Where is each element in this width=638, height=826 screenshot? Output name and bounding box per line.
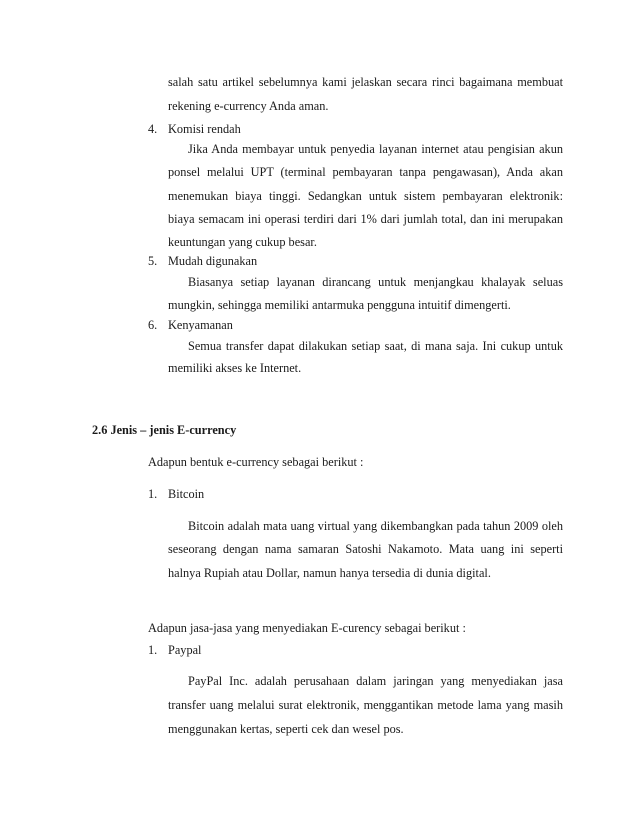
list-item-title: Mudah digunakan <box>168 254 258 268</box>
list-number: 5. <box>148 254 158 268</box>
list-item-title: Paypal <box>168 643 202 657</box>
list-item-title: Komisi rendah <box>168 122 241 136</box>
paragraph-line: Jika Anda membayar untuk penyedia layanan internet atau pengisian akun <box>188 142 563 156</box>
list-number: 6. <box>148 318 158 332</box>
paragraph-line: Biasanya setiap layanan dirancang untuk menjangkau khalayak seluas <box>188 275 563 289</box>
services-intro: Adapun jasa-jasa yang menyediakan E-curency sebagai berikut : <box>148 621 466 635</box>
paragraph-line: memiliki akses ke Internet. <box>168 361 302 375</box>
paragraph-line: menggunakan kertas, seperti cek dan wesel pos. <box>168 722 404 736</box>
paragraph-line: Bitcoin adalah mata uang virtual yang dikembangkan pada tahun 2009 oleh <box>188 519 563 533</box>
list-number: 4. <box>148 122 158 136</box>
paragraph-line: mungkin, sehingga memiliki antarmuka pengguna intuitif dimengerti. <box>168 298 511 312</box>
list-number: 1. <box>148 643 158 657</box>
list-number: 1. <box>148 487 158 501</box>
paragraph-line: menemukan biaya tinggi. Sedangkan untuk sistem pembayaran elektronik: <box>168 189 563 203</box>
paragraph-line: transfer uang melalui surat elektronik, menggantikan metode lama yang masih <box>168 698 563 712</box>
paragraph-line: Semua transfer dapat dilakukan setiap saat, di mana saja. Ini cukup untuk <box>188 339 563 353</box>
paragraph-line: biaya semacam ini operasi terdiri dari 1% dari jumlah total, dan ini merupakan <box>168 212 563 226</box>
paragraph-line: keuntungan yang cukup besar. <box>168 235 317 249</box>
paragraph-line: halnya Rupiah atau Dollar, namun hanya tersedia di dunia digital. <box>168 566 491 580</box>
paragraph-line: seseorang dengan nama samaran Satoshi Nakamoto. Mata uang ini seperti <box>168 542 563 556</box>
section-heading: 2.6 Jenis – jenis E-currency <box>92 423 237 437</box>
list-item-title: Bitcoin <box>168 487 205 501</box>
section-intro: Adapun bentuk e-currency sebagai berikut : <box>148 455 364 469</box>
paragraph-line: ponsel melalui UPT (terminal pembayaran tanpa pengawasan), Anda akan <box>168 165 563 179</box>
paragraph-line: PayPal Inc. adalah perusahaan dalam jaringan yang menyediakan jasa <box>188 674 563 688</box>
list-item-title: Kenyamanan <box>168 318 233 332</box>
paragraph-line: salah satu artikel sebelumnya kami jelaskan secara rinci bagaimana membuat <box>168 75 563 89</box>
paragraph-line: rekening e-currency Anda aman. <box>168 99 329 113</box>
